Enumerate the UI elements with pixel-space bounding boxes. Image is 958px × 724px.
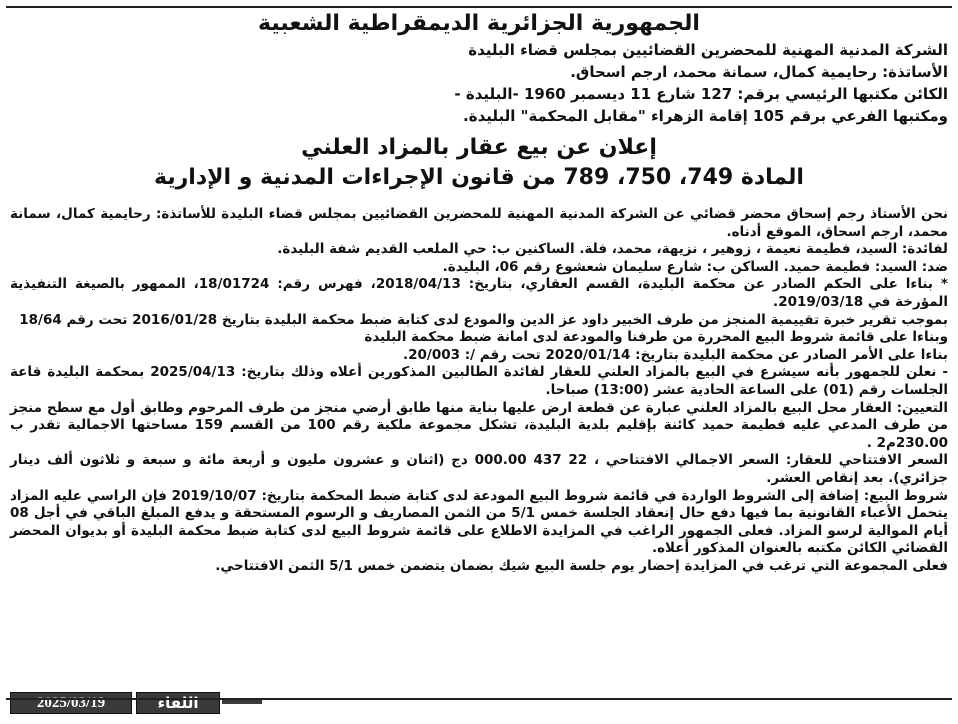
body-paragraph-order: بناءا على الأمر الصادر عن محكمة البليدة بتاريخ: 2020/01/14 تحت رقم /: 20/003. <box>402 346 948 363</box>
footer-bar <box>10 692 260 714</box>
body-paragraph-guarantee: فعلى المجموعة التي ترغب في المزايدة إحضار يوم جلسة البيع شيك بضمان يتضمن خمس 5/1 الثمن الافتتاحي. <box>215 557 948 574</box>
body-paragraph-judgment: * بناءا على الحكم الصادر عن محكمة البليدة، القسم العقاري، بتاريخ: 2018/04/13، فهرس رقم: 18/01724، الممهور بالصيغة التنفيذية المؤرخة في 2019/03/18. <box>10 276 948 310</box>
body-paragraph-price: السعر الافتتاحي للعقار: السعر الاجمالي الافتتاحي ، 22 437 000.00 دج (اثنان و عشرون مليون و أربعة مائة و سبعة و ثلاثون ألف دينار جزائري). بعد إنقاص العشر. <box>10 452 948 486</box>
legal-notice-page <box>6 4 952 720</box>
body-paragraph-intro: نحن الأستاذ رجم إسحاق محضر قضائي عن الشركة المدنية المهنية للمحضرين القضائيين بمجلس قضاء البليدة للأساتذة: رحايمية كمال، سمانة محمد، ارجم اسحاق، الموقع أدناه. <box>10 206 948 240</box>
body-paragraph-designation: التعيين: العقار محل البيع بالمزاد العلني عبارة عن قطعة ارض عليها بناية منها طابق أرضي منجز من طرف المرحوم وطابق أول مع سطح منجز من طرف المدعي عليه فطيمة حميد كائنة بإقليم بلدية البليدة، تشكل مجموعة ملكية رقم 100 من القسم 159 مساحتها الاجمالية تقدر ب 230.00م2 . <box>10 399 948 451</box>
notice-body <box>10 206 948 575</box>
republic-title: الجمهورية الجزائرية الديمقراطية الشعبية <box>258 11 700 36</box>
newspaper-name: اللقاء <box>136 692 220 714</box>
partners-line: الأساتذة: رحايمية كمال، سمانة محمد، ارجم اسحاق. <box>570 63 948 81</box>
main-office-line: الكائن مكتبها الرئيسي برقم: 127 شارع 11 ديسمبر 1960 -البليدة - <box>454 85 948 103</box>
announcement-subheading: المادة 749، 750، 789 من قانون الإجراءات المدنية و الإدارية <box>154 165 804 190</box>
bottom-border <box>6 698 952 700</box>
body-paragraph-conditions-list: وبناءا على قائمة شروط البيع المحررة من طرفنا والمودعة لدى امانة ضبط محكمة البليدة <box>364 329 948 346</box>
branch-office-line: ومكتبها الفرعي برقم 105 إقامة الزهراء "مقابل المحكمة" البليدة. <box>463 107 948 125</box>
body-paragraph-sale-date: - نعلن للجمهور بأنه سيشرع في البيع بالمزاد العلني للعقار لفائدة الطالبين المذكورين أعلاه وذلك بتاريخ: 2025/04/13 بمحكمة البليدة قاعة الجلسات رقم (01) على الساعة الحادية عشر (13:00) صباحا. <box>10 364 948 398</box>
body-paragraph-sale-conditions: شروط البيع: إضافة إلى الشروط الواردة في قائمة شروط البيع المودعة لدى كتابة ضبط المحكمة بتاريخ: 2019/10/07 فإن الراسي عليه المزاد يتحمل الأعباء القانونية بما فيها دفع حال إنعقاد الجلسة خمس 5/1 من الثمن المصاريف و الرسوم المستحقة و يدفع المبلغ الباقي في أجل 08 أيام الموالية لرسو المزاد. فعلى الجمهور الراغب في المزايدة الاطلاع على قائمة شروط البيع لدى كتابة ضبط محكمة البليدة أو بديوان المحضر القضائي الكائن مكتبه بالعنوان المذكور أعلاه. <box>10 487 948 557</box>
body-paragraph-against: ضد: السيد: فطيمة حميد. الساكن ب: شارع سليمان شعشوع رقم 06، البليدة. <box>442 258 948 275</box>
announcement-heading: إعلان عن بيع عقار بالمزاد العلني <box>301 135 657 160</box>
footer-stripe <box>222 700 262 704</box>
company-name-line: الشركة المدنية المهنية للمحضرين القضائيين بمجلس قضاء البليدة <box>468 41 948 59</box>
body-paragraph-beneficiaries: لفائدة: السيد، فطيمة نعيمة ، زوهير ، نزيهة، محمد، فلة. الساكنين ب: حي الملعب القديم شفة البليدة. <box>277 241 948 258</box>
top-border <box>6 6 952 8</box>
publication-date: 2025/03/19 <box>10 692 132 714</box>
body-paragraph-expertise: بموجب تقرير خبرة تقييمية المنجز من طرف الخبير داود عز الدين والمودع لدى كتابة ضبط محكمة البليدة بتاريخ 2016/01/28 تحت رقم 18/64 <box>19 311 948 328</box>
